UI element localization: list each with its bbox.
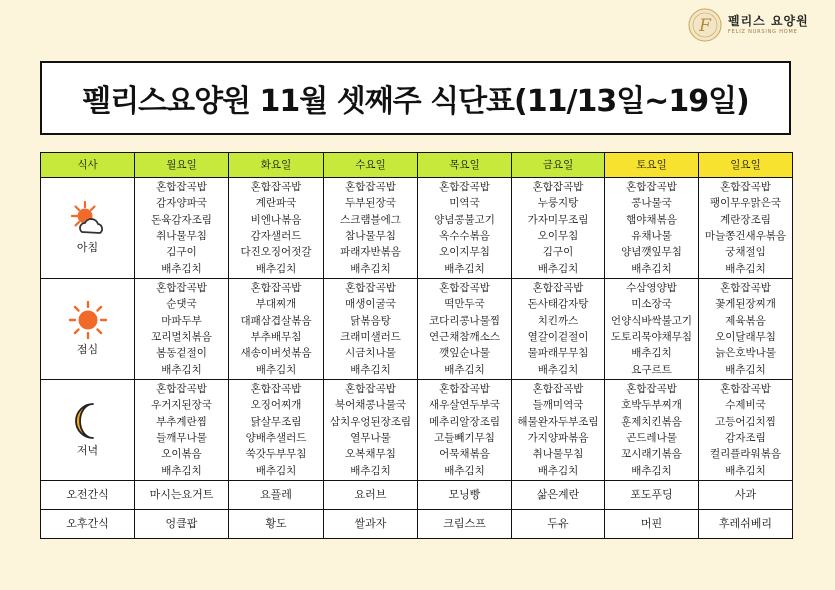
dish-item: 취나물무침 xyxy=(532,448,584,461)
snack-cell-thu: 크림스프 xyxy=(418,510,512,539)
dish-item: 옥수수볶음 xyxy=(439,230,490,242)
dish-item: 물파래무무침 xyxy=(527,347,589,360)
snack-row-afternoon xyxy=(41,510,793,539)
meal-row-breakfast xyxy=(41,178,793,279)
dish-item: 혼합잡곡밥 xyxy=(345,181,396,194)
meal-label: 저녁 xyxy=(76,443,99,457)
dish-item: 팽이무우맑은국 xyxy=(709,197,781,210)
dish-item: 혼합잡곡밥 xyxy=(439,181,490,194)
dish-item: 크래미샐러드 xyxy=(340,331,401,343)
dish-item: 혼합잡곡밥 xyxy=(720,282,771,295)
dish-item: 호박두부찌개 xyxy=(621,399,682,412)
dish-item: 양념깻잎무침 xyxy=(621,246,682,259)
dish-item: 봄동겉절이 xyxy=(156,347,207,360)
dish-item: 우거지된장국 xyxy=(151,399,212,412)
header-day-tue: 화요일 xyxy=(229,153,324,178)
dish-item: 배추김치 xyxy=(444,262,485,275)
dish-item: 열갈이겉절이 xyxy=(527,331,589,343)
dish-item: 북어채콩나물국 xyxy=(334,399,406,412)
dish-item: 배추김치 xyxy=(350,363,391,376)
dish-item: 배추김치 xyxy=(161,363,202,376)
menu-cell-thu xyxy=(418,380,512,481)
logo-emblem-icon xyxy=(688,8,722,42)
dish-item: 양념콩불고기 xyxy=(434,213,495,226)
dish-item: 배추김치 xyxy=(161,262,202,275)
dish-item: 두부된장국 xyxy=(345,197,396,210)
dish-item: 혼합잡곡밥 xyxy=(720,181,771,194)
dish-item: 혼합잡곡밥 xyxy=(250,282,302,295)
dish-item: 배추김치 xyxy=(725,262,766,275)
menu-cell-fri xyxy=(512,380,605,481)
dish-item: 연근채참깨소스 xyxy=(428,331,500,343)
dish-item: 부추계란찜 xyxy=(156,415,207,428)
dish-item: 배추김치 xyxy=(255,464,297,477)
dish-item: 늙은호박나물 xyxy=(715,347,776,360)
dish-item: 배추김치 xyxy=(537,464,579,477)
menu-cell-thu xyxy=(418,178,512,279)
dish-item: 혼합잡곡밥 xyxy=(250,383,302,396)
dish-item: 가자미무조림 xyxy=(527,213,589,226)
dish-item: 혼합잡곡밥 xyxy=(439,282,490,295)
dish-item: 배추김치 xyxy=(725,363,766,376)
snack-cell-thu: 모닝빵 xyxy=(418,481,512,510)
dish-item: 부추배무침 xyxy=(250,331,302,343)
menu-cell-mon xyxy=(135,380,229,481)
dish-item: 깻잎순나물 xyxy=(439,347,490,360)
dish-item: 도토리묵야채무침 xyxy=(610,331,693,343)
snack-cell-fri: 두유 xyxy=(512,510,605,539)
dish-item: 오이지무침 xyxy=(439,246,490,259)
dish-item: 김구이 xyxy=(542,246,574,259)
snack-cell-wed: 쌀과자 xyxy=(324,510,418,539)
dish-item: 양배추샐러드 xyxy=(245,432,307,444)
dish-item: 수제비국 xyxy=(725,399,766,412)
menu-cell-fri xyxy=(512,279,605,380)
page-title: 펠리스요양원 11월 셋째주 식단표(11/13일~19일) xyxy=(82,84,749,119)
dish-item: 혼합잡곡밥 xyxy=(439,383,490,396)
dish-item: 배추김치 xyxy=(255,262,297,275)
sun-cloud-icon xyxy=(41,200,134,238)
meal-label-cell xyxy=(41,380,135,481)
dish-item: 계란장조림 xyxy=(720,213,771,226)
snack-cell-mon: 엉클팝 xyxy=(135,510,229,539)
dish-item: 오이무침 xyxy=(537,230,579,242)
crescent-moon-icon xyxy=(41,401,134,441)
dish-item: 곤드레나물 xyxy=(626,432,677,444)
dish-item: 미소장국 xyxy=(631,298,672,311)
dish-item: 제육볶음 xyxy=(725,314,766,327)
dish-item: 배추김치 xyxy=(350,262,391,275)
dish-item: 언양식바싹불고기 xyxy=(610,314,693,327)
dish-item: 배추김치 xyxy=(537,363,579,376)
logo-monogram: F xyxy=(699,16,711,36)
title-box xyxy=(40,61,791,135)
menu-cell-sat xyxy=(605,178,699,279)
dish-item: 계란파국 xyxy=(255,197,297,210)
menu-cell-sun xyxy=(699,279,793,380)
snack-cell-sat: 포도푸딩 xyxy=(605,481,699,510)
dish-item: 훈제치킨볶음 xyxy=(621,415,682,428)
dish-item: 요구르트 xyxy=(631,363,672,376)
dish-item: 혼합잡곡밥 xyxy=(532,383,584,396)
dish-item: 유채나물 xyxy=(631,230,672,242)
meal-label: 점심 xyxy=(76,342,99,356)
menu-cell-wed xyxy=(324,380,418,481)
snack-cell-fri: 삶은계란 xyxy=(512,481,605,510)
dish-item: 비엔나볶음 xyxy=(250,213,302,226)
dish-item: 배추김치 xyxy=(255,363,297,376)
dish-item: 들깨미역국 xyxy=(532,399,584,412)
dish-item: 미역국 xyxy=(449,197,480,210)
dish-item: 치킨까스 xyxy=(537,314,579,327)
dish-item: 배추김치 xyxy=(631,464,672,477)
menu-cell-sun xyxy=(699,178,793,279)
dish-item: 닭볶음탕 xyxy=(350,314,391,327)
menu-cell-sat xyxy=(605,380,699,481)
dish-item: 순댓국 xyxy=(166,298,197,311)
dish-item: 혼합잡곡밥 xyxy=(626,181,677,194)
header-day-thu: 목요일 xyxy=(418,153,512,178)
dish-item: 배추김치 xyxy=(631,262,672,275)
snack-label: 오전간식 xyxy=(41,481,135,510)
menu-cell-mon xyxy=(135,279,229,380)
dish-item: 혼합잡곡밥 xyxy=(345,282,396,295)
dish-item: 쑥갓두부무침 xyxy=(245,448,307,461)
dish-item: 참나물무침 xyxy=(345,230,396,242)
meal-label-cell xyxy=(41,178,135,279)
dish-item: 마늘쫑건새우볶음 xyxy=(704,230,787,242)
dish-item: 메추리알장조림 xyxy=(428,415,500,428)
dish-item: 대패삼겹살볶음 xyxy=(240,314,312,327)
dish-item: 매생이굴국 xyxy=(345,298,396,311)
dish-item: 오이달래무침 xyxy=(715,331,776,343)
dish-item: 배추김치 xyxy=(444,464,485,477)
meal-label-cell xyxy=(41,279,135,380)
dish-item: 배추김치 xyxy=(350,464,391,477)
dish-item: 취나물무침 xyxy=(156,230,207,242)
meal-row-lunch xyxy=(41,279,793,380)
meal-row-dinner xyxy=(41,380,793,481)
dish-item: 파래자반볶음 xyxy=(340,246,401,259)
dish-item: 김구이 xyxy=(166,246,197,259)
logo-name: 펠리스 요양원 xyxy=(728,14,809,28)
menu-cell-fri xyxy=(512,178,605,279)
sun-icon xyxy=(41,300,134,340)
dish-item: 열무나물 xyxy=(350,432,391,444)
snack-cell-sat: 머핀 xyxy=(605,510,699,539)
dish-item: 감자양파국 xyxy=(156,197,207,210)
snack-cell-mon: 마시는요거트 xyxy=(135,481,229,510)
dish-item: 혼합잡곡밥 xyxy=(156,181,207,194)
logo-subtitle: FELIZ NURSING HOME xyxy=(728,29,798,35)
menu-cell-tue xyxy=(229,380,324,481)
snack-label: 오후간식 xyxy=(41,510,135,539)
dish-item: 혼합잡곡밥 xyxy=(156,383,207,396)
dish-item: 다진오징어젓갈 xyxy=(240,246,312,259)
menu-cell-tue xyxy=(229,178,324,279)
snack-cell-tue: 요플레 xyxy=(229,481,324,510)
dish-item: 궁채절임 xyxy=(725,246,766,259)
dish-item: 스크램블에그 xyxy=(340,213,401,226)
snack-cell-tue: 황도 xyxy=(229,510,324,539)
dish-item: 꽃게된장찌개 xyxy=(715,298,776,311)
dish-item: 수삼영양밥 xyxy=(626,282,677,295)
dish-item: 코다리콩나물찜 xyxy=(428,314,500,327)
dish-item: 혼합잡곡밥 xyxy=(532,181,584,194)
dish-item: 배추김치 xyxy=(537,262,579,275)
dish-item: 배추김치 xyxy=(161,464,202,477)
dish-item: 어묵채볶음 xyxy=(439,448,490,461)
snack-cell-sun: 사과 xyxy=(699,481,793,510)
header-day-sat: 토요일 xyxy=(605,153,699,178)
dish-item: 부대찌개 xyxy=(255,298,297,311)
dish-item: 햄야채볶음 xyxy=(626,213,677,226)
dish-item: 혼합잡곡밥 xyxy=(345,383,396,396)
meal-label: 아침 xyxy=(76,240,99,254)
dish-item: 혼합잡곡밥 xyxy=(532,282,584,295)
dish-item: 닭살무조림 xyxy=(250,415,302,428)
dish-item: 가지양파볶음 xyxy=(527,432,589,444)
dish-item: 배추김치 xyxy=(631,347,672,360)
dish-item: 혼합잡곡밥 xyxy=(250,181,302,194)
dish-item: 감자조림 xyxy=(725,432,766,444)
menu-cell-wed xyxy=(324,178,418,279)
dish-item: 오이볶음 xyxy=(161,448,202,461)
dish-item: 배추김치 xyxy=(444,363,485,376)
header-row xyxy=(41,153,793,178)
snack-cell-wed: 요러브 xyxy=(324,481,418,510)
dish-item: 삼치우엉된장조림 xyxy=(329,415,412,428)
dish-item: 오복채무침 xyxy=(345,448,396,461)
header-meal: 식사 xyxy=(41,153,135,178)
dish-item: 콩나물국 xyxy=(631,197,672,210)
menu-cell-sun xyxy=(699,380,793,481)
dish-item: 떡만두국 xyxy=(444,298,485,311)
dish-item: 혼합잡곡밥 xyxy=(156,282,207,295)
menu-cell-wed xyxy=(324,279,418,380)
dish-item: 감자샐러드 xyxy=(250,230,302,242)
dish-item: 오징어찌개 xyxy=(250,399,302,412)
menu-cell-tue xyxy=(229,279,324,380)
dish-item: 컬리플라워볶음 xyxy=(709,448,781,461)
menu-cell-sat xyxy=(605,279,699,380)
dish-item: 꼬리멸치볶음 xyxy=(151,331,212,343)
menu-cell-thu xyxy=(418,279,512,380)
snack-cell-sun: 후레쉬베리 xyxy=(699,510,793,539)
header-day-wed: 수요일 xyxy=(324,153,418,178)
dish-item: 꼬시래기볶음 xyxy=(621,448,682,461)
menu-cell-mon xyxy=(135,178,229,279)
dish-item: 새우살연두부국 xyxy=(428,399,500,412)
dish-item: 시금치나물 xyxy=(345,347,396,360)
dish-item: 해물완자두부조림 xyxy=(517,415,599,428)
dish-item: 고들빼기무침 xyxy=(434,432,495,444)
header-day-sun: 일요일 xyxy=(699,153,793,178)
dish-item: 돈사태감자탕 xyxy=(527,298,589,311)
dish-item: 마파두부 xyxy=(161,314,202,327)
logo xyxy=(688,8,809,42)
dish-item: 혼합잡곡밥 xyxy=(720,383,771,396)
dish-item: 혼합잡곡밥 xyxy=(626,383,677,396)
header-day-fri: 금요일 xyxy=(512,153,605,178)
dish-item: 새송이버섯볶음 xyxy=(240,347,312,360)
dish-item: 들깨무나물 xyxy=(156,432,207,444)
dish-item: 돈육감자조림 xyxy=(151,213,212,226)
dish-item: 고등어김치찜 xyxy=(715,415,776,428)
dish-item: 누룽지탕 xyxy=(537,197,579,210)
header-day-mon: 월요일 xyxy=(135,153,229,178)
dish-item: 배추김치 xyxy=(725,464,766,477)
snack-row-morning xyxy=(41,481,793,510)
menu-table xyxy=(40,152,793,539)
